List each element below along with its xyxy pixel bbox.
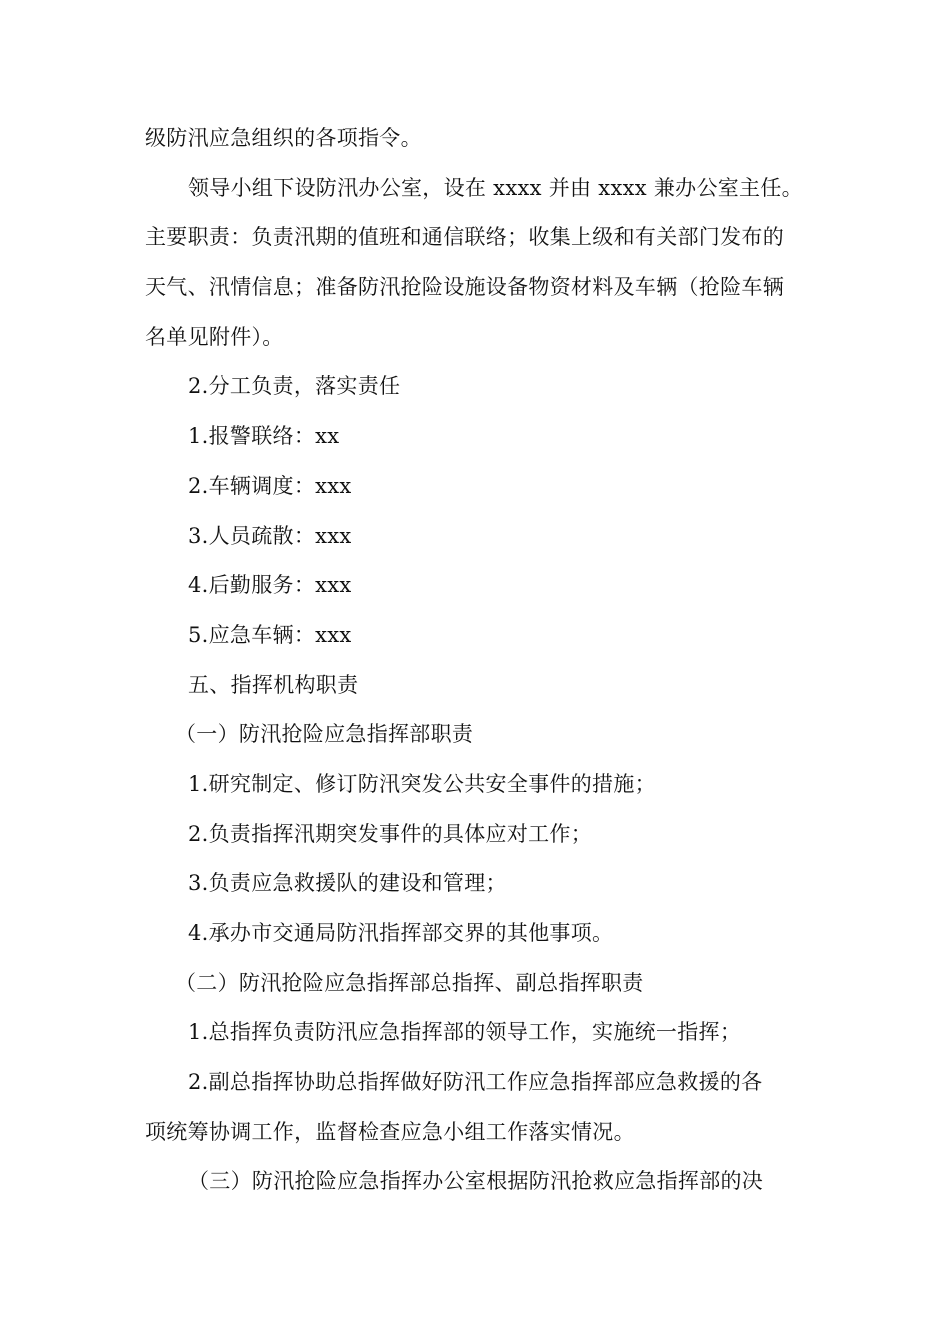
- list-item-vehicle-dispatch: 2.车辆调度：xxx: [188, 473, 352, 498]
- section-heading-division: 2.分工负责，落实责任: [188, 374, 401, 399]
- paragraph-office-line-4: 名单见附件）。: [145, 324, 284, 349]
- list-item-duty-3: 3.负责应急救援队的建设和管理；: [188, 871, 507, 896]
- document-page: [145, 114, 810, 1207]
- paragraph-office-line-3: 天气、汛情信息；准备防汛抢险设施设备物资材料及车辆（抢险车辆: [145, 275, 784, 300]
- list-item-commander: 1.总指挥负责防汛应急指挥部的领导工作，实施统一指挥；: [188, 1020, 742, 1045]
- list-item-duty-2: 2.负责指挥汛期突发事件的具体应对工作；: [188, 821, 593, 846]
- list-item-deputy-commander-line-2: 项统筹协调工作，监督检查应急小组工作落实情况。: [145, 1119, 635, 1144]
- paragraph-office-line-2: 主要职责：负责汛期的值班和通信联络；收集上级和有关部门发布的: [145, 225, 784, 250]
- paragraph-office: 领导小组下设防汛办公室，设在 xxxx 并由 xxxx 兼办公室主任。: [188, 175, 803, 200]
- list-item-emergency-vehicles: 5.应急车辆：xxx: [188, 622, 352, 647]
- list-item-alarm: 1.报警联络：xx: [188, 424, 340, 449]
- section-heading-duties: 五、指挥机构职责: [188, 672, 359, 697]
- list-item-duty-4: 4.承办市交通局防汛指挥部交界的其他事项。: [188, 921, 614, 945]
- subsection-heading-2: （二）防汛抢险应急指挥部总指挥、副总指挥职责: [175, 970, 644, 995]
- subsection-heading-3: （三）防汛抢险应急指挥办公室根据防汛抢救应急指挥部的决: [188, 1169, 764, 1194]
- list-item-duty-1: 1.研究制定、修订防汛突发公共安全事件的措施；: [188, 771, 656, 796]
- list-item-logistics: 4.后勤服务：xxx: [188, 573, 352, 598]
- list-item-evacuation: 3.人员疏散：xxx: [188, 523, 352, 548]
- subsection-heading-1: （一）防汛抢险应急指挥部职责: [175, 722, 474, 747]
- paragraph-continuation: 级防汛应急组织的各项指令。: [145, 126, 422, 150]
- list-item-deputy-commander: 2.副总指挥协助总指挥做好防汛工作应急指挥部应急救援的各: [188, 1070, 763, 1095]
